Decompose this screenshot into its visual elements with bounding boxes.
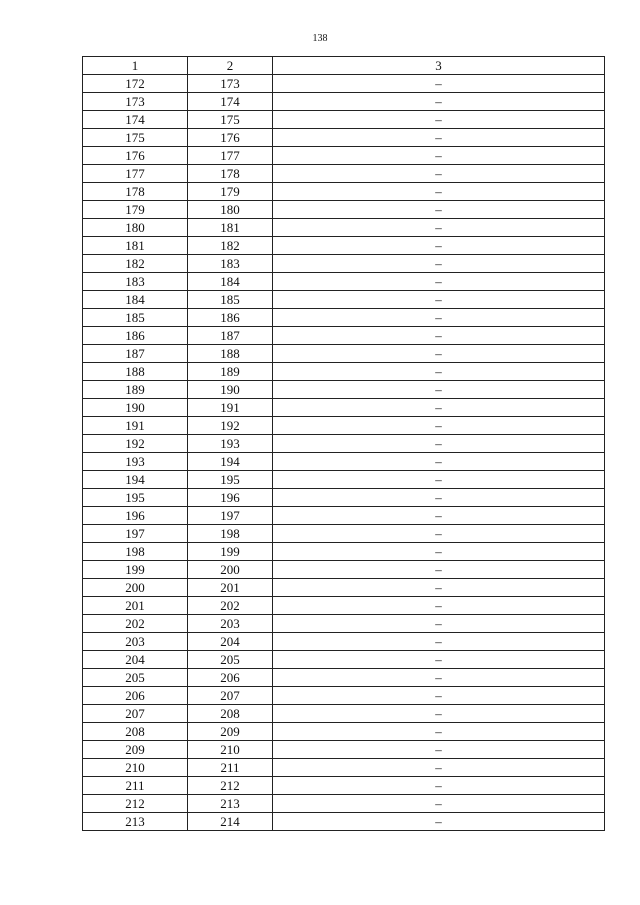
table-cell-col-2: 198 [188,525,273,543]
table-row [83,435,605,453]
table-cell-col-1: 181 [83,237,188,255]
table-row [83,741,605,759]
table-row [83,165,605,183]
page-number: 138 [312,33,328,44]
table-cell-col-1: 201 [83,597,188,615]
table-cell-col-1: 187 [83,345,188,363]
table-cell-col-1: 185 [83,309,188,327]
table-cell-col-3: – [273,615,605,633]
table-cell-col-3: – [273,561,605,579]
table-cell-col-2: 208 [188,705,273,723]
table-cell-col-3: – [273,363,605,381]
table-cell-col-3: – [273,399,605,417]
table-cell-col-2: 214 [188,813,273,831]
table-row [83,75,605,93]
table-row [83,579,605,597]
table-cell-col-1: 210 [83,759,188,777]
table-row [83,255,605,273]
table-cell-col-3: – [273,165,605,183]
table-cell-col-1: 194 [83,471,188,489]
table-row [83,687,605,705]
table-cell-col-3: – [273,237,605,255]
table-cell-col-2: 175 [188,111,273,129]
table-row [83,615,605,633]
table-cell-col-2: 201 [188,579,273,597]
table-cell-col-2: 200 [188,561,273,579]
table-cell-col-3: – [273,759,605,777]
table-cell-col-2: 182 [188,237,273,255]
table-cell-col-1: 183 [83,273,188,291]
table-row [83,381,605,399]
table-row [83,543,605,561]
table-cell-col-1: 189 [83,381,188,399]
data-table-container [82,56,604,831]
table-cell-col-2: 177 [188,147,273,165]
table-cell-col-3: – [273,597,605,615]
table-cell-col-1: 182 [83,255,188,273]
table-cell-col-3: – [273,795,605,813]
table-cell-col-2: 190 [188,381,273,399]
table-cell-col-1: 178 [83,183,188,201]
table-cell-col-1: 180 [83,219,188,237]
table-cell-col-3: – [273,147,605,165]
table-cell-col-3: – [273,507,605,525]
table-row [83,363,605,381]
table-cell-col-1: 207 [83,705,188,723]
table-row [83,309,605,327]
table-cell-col-2: 197 [188,507,273,525]
table-cell-col-1: 199 [83,561,188,579]
table-cell-col-2: 203 [188,615,273,633]
table-cell-col-1: 186 [83,327,188,345]
table-cell-col-2: 191 [188,399,273,417]
table-cell-col-2: 176 [188,129,273,147]
table-row [83,561,605,579]
table-cell-col-2: 206 [188,669,273,687]
table-cell-col-3: – [273,219,605,237]
column-header-3: 3 [273,57,605,75]
table-cell-col-1: 212 [83,795,188,813]
table-cell-col-1: 205 [83,669,188,687]
table-cell-col-1: 190 [83,399,188,417]
table-row [83,471,605,489]
table-cell-col-3: – [273,705,605,723]
table-cell-col-1: 202 [83,615,188,633]
table-cell-col-1: 193 [83,453,188,471]
table-row [83,219,605,237]
table-cell-col-1: 208 [83,723,188,741]
table-row [83,129,605,147]
table-cell-col-1: 206 [83,687,188,705]
table-cell-col-2: 204 [188,633,273,651]
table-cell-col-2: 193 [188,435,273,453]
table-cell-col-3: – [273,201,605,219]
table-cell-col-3: – [273,75,605,93]
table-cell-col-3: – [273,327,605,345]
table-row [83,111,605,129]
table-cell-col-3: – [273,525,605,543]
data-table [82,56,605,831]
table-row [83,237,605,255]
table-cell-col-3: – [273,453,605,471]
table-cell-col-2: 173 [188,75,273,93]
table-row [83,147,605,165]
table-cell-col-3: – [273,723,605,741]
table-cell-col-1: 198 [83,543,188,561]
table-cell-col-1: 195 [83,489,188,507]
table-cell-col-2: 205 [188,651,273,669]
column-header-2: 2 [188,57,273,75]
table-cell-col-3: – [273,489,605,507]
table-cell-col-2: 184 [188,273,273,291]
table-cell-col-3: – [273,777,605,795]
table-cell-col-1: 209 [83,741,188,759]
table-cell-col-2: 199 [188,543,273,561]
table-cell-col-1: 184 [83,291,188,309]
table-cell-col-1: 173 [83,93,188,111]
table-cell-col-2: 207 [188,687,273,705]
table-row [83,417,605,435]
table-cell-col-1: 197 [83,525,188,543]
table-cell-col-3: – [273,543,605,561]
table-cell-col-1: 174 [83,111,188,129]
table-cell-col-2: 174 [188,93,273,111]
table-cell-col-3: – [273,381,605,399]
table-cell-col-3: – [273,345,605,363]
table-cell-col-1: 213 [83,813,188,831]
table-cell-col-2: 209 [188,723,273,741]
table-row [83,201,605,219]
table-cell-col-1: 211 [83,777,188,795]
table-cell-col-1: 179 [83,201,188,219]
table-cell-col-3: – [273,813,605,831]
table-cell-col-3: – [273,183,605,201]
table-cell-col-2: 202 [188,597,273,615]
table-row [83,723,605,741]
table-cell-col-1: 172 [83,75,188,93]
table-row [83,399,605,417]
table-cell-col-3: – [273,579,605,597]
table-cell-col-3: – [273,93,605,111]
table-cell-col-3: – [273,471,605,489]
table-row [83,93,605,111]
table-row [83,633,605,651]
table-cell-col-2: 210 [188,741,273,759]
table-row [83,759,605,777]
table-cell-col-1: 196 [83,507,188,525]
table-cell-col-2: 211 [188,759,273,777]
table-row [83,597,605,615]
table-row [83,291,605,309]
table-cell-col-3: – [273,111,605,129]
table-cell-col-1: 177 [83,165,188,183]
table-cell-col-2: 179 [188,183,273,201]
table-cell-col-2: 212 [188,777,273,795]
table-cell-col-3: – [273,273,605,291]
table-cell-col-2: 188 [188,345,273,363]
table-cell-col-2: 196 [188,489,273,507]
table-cell-col-3: – [273,255,605,273]
table-cell-col-2: 213 [188,795,273,813]
table-body [83,75,605,831]
table-row [83,705,605,723]
table-row [83,813,605,831]
table-cell-col-1: 200 [83,579,188,597]
column-header-1: 1 [83,57,188,75]
table-row [83,489,605,507]
table-cell-col-2: 187 [188,327,273,345]
table-cell-col-2: 185 [188,291,273,309]
table-cell-col-2: 181 [188,219,273,237]
table-cell-col-2: 178 [188,165,273,183]
table-cell-col-1: 176 [83,147,188,165]
table-row [83,777,605,795]
table-cell-col-3: – [273,687,605,705]
table-cell-col-1: 192 [83,435,188,453]
table-cell-col-3: – [273,669,605,687]
table-cell-col-3: – [273,651,605,669]
table-row [83,345,605,363]
table-cell-col-1: 175 [83,129,188,147]
table-cell-col-1: 191 [83,417,188,435]
table-cell-col-3: – [273,129,605,147]
table-row [83,273,605,291]
table-row [83,507,605,525]
table-row [83,327,605,345]
table-cell-col-3: – [273,309,605,327]
table-cell-col-3: – [273,741,605,759]
table-row [83,183,605,201]
table-cell-col-2: 192 [188,417,273,435]
table-cell-col-3: – [273,435,605,453]
table-cell-col-2: 186 [188,309,273,327]
table-header [83,57,605,75]
table-cell-col-1: 188 [83,363,188,381]
table-row [83,795,605,813]
table-cell-col-3: – [273,417,605,435]
table-row [83,651,605,669]
table-cell-col-1: 204 [83,651,188,669]
table-cell-col-1: 203 [83,633,188,651]
table-cell-col-3: – [273,291,605,309]
table-cell-col-3: – [273,633,605,651]
table-row [83,453,605,471]
header-row [83,57,605,75]
table-cell-col-2: 194 [188,453,273,471]
table-cell-col-2: 195 [188,471,273,489]
table-row [83,525,605,543]
table-cell-col-2: 189 [188,363,273,381]
table-cell-col-2: 183 [188,255,273,273]
table-cell-col-2: 180 [188,201,273,219]
table-row [83,669,605,687]
